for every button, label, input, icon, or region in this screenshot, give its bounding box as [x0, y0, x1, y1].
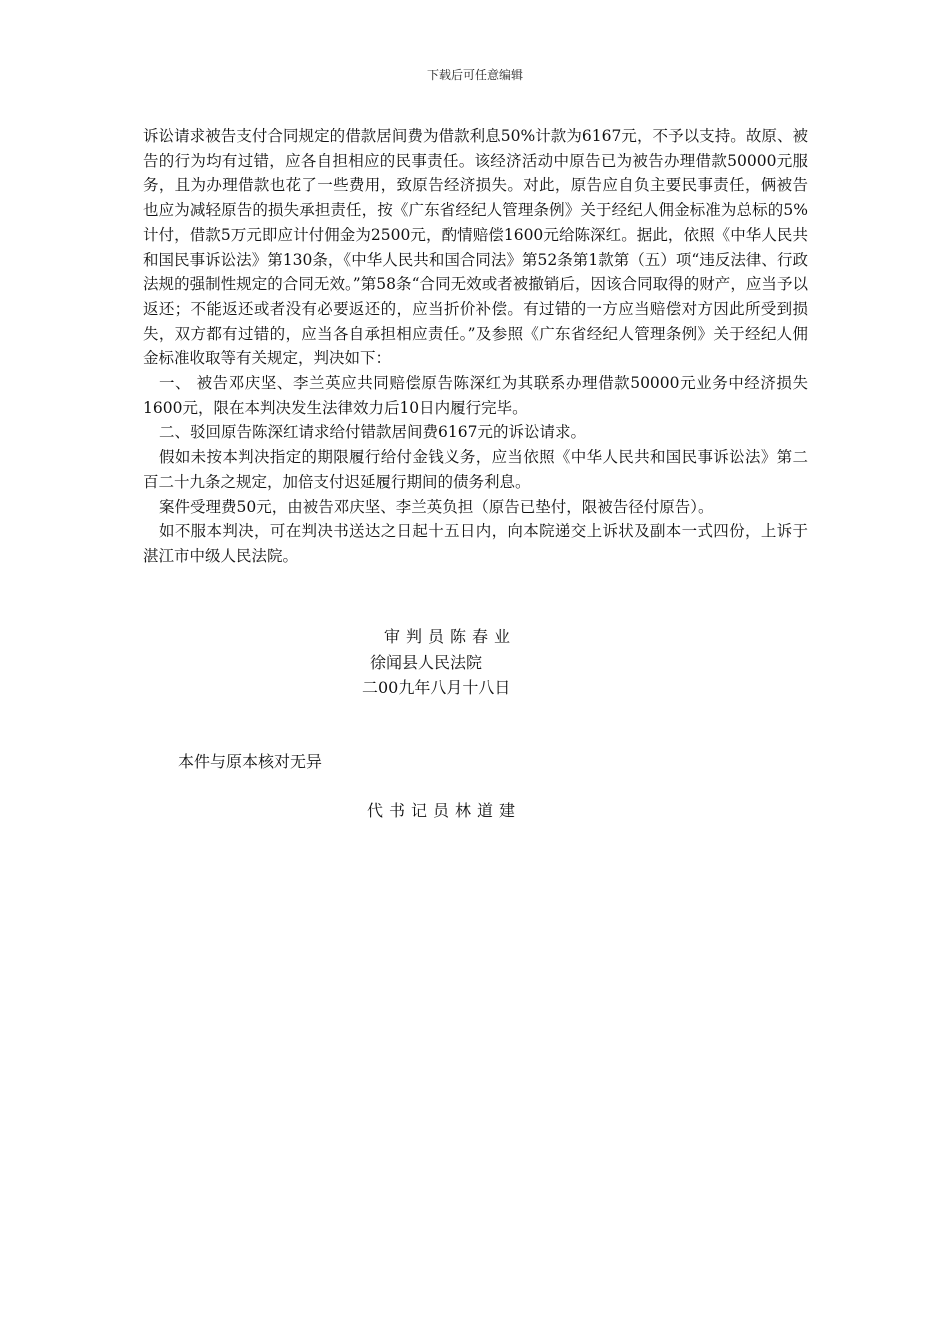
case-fee-clause: 案件受理费50元，由被告邓庆坚、李兰英负担（原告已垫付，限被告径付原告）。 [159, 497, 714, 516]
late-payment-clause: 假如未按本判决指定的期限履行给付金钱义务，应当依照《中华人民共和国民事诉讼法》第二百二十九条之规定，加倍支付迟延履行期间的债务利息。 [143, 448, 808, 491]
header-note: 下载后可任意编辑 [426, 68, 523, 82]
clerk-signature: 代书记员林道建 [367, 801, 522, 820]
reasoning-paragraph: 诉讼请求被告支付合同规定的借款居间费为借款利息50%计款为6167元，不予以支持。故原、被告的行为均有过错，应各自担相应的民事责任。该经济活动中原告已为被告办理借款50000元服务，且为办理借款也花了一些费用，致原告经济损失。对此，原告应自负主要民事责任，俩被告也应为减轻原告的损失承担责任，按《广东省经纪人管理条例》关于经纪人佣金标准为总标的5%计付，借款5万元即应计付佣金为2500元，酌情赔偿1600元给陈深红。据此，依照《中华人民共和国民事诉讼法》第130条，《中华人民共和国合同法》第52条第1款第（五）项“违反法律、行政法规的强制性规定的合同无效。”第58条“合同无效或者被撤销后，因该合同取得的财产，应当予以返还；不能返还或者没有必要返还的，应当折价补偿。有过错的一方应当赔偿对方因此所受到损失，双方都有过错的，应当各自承担相应责任。”及参照《广东省经纪人管理条例》关于经纪人佣金标准收取等有关规定，判决如下： [143, 127, 808, 368]
appeal-notice: 如不服本判决，可在判决书送达之日起十五日内，向本院递交上诉状及副本一式四份，上诉于湛江市中级人民法院。 [143, 522, 808, 565]
ruling-item-1: 一、 被告邓庆坚、李兰英应共同赔偿原告陈深红为其联系办理借款50000元业务中经济损失1600元，限在本判决发生法律效力后10日内履行完毕。 [143, 374, 808, 417]
verification-note: 本件与原本核对无异 [178, 752, 323, 771]
judgment-body [143, 124, 808, 569]
judgment-date: 二00九年八月十八日 [362, 678, 511, 697]
court-name: 徐闻县人民法院 [370, 653, 483, 672]
ruling-item-2: 二、驳回原告陈深红请求给付错款居间费6167元的诉讼请求。 [159, 423, 586, 442]
judge-signature: 审判员陈春业 [384, 627, 517, 646]
